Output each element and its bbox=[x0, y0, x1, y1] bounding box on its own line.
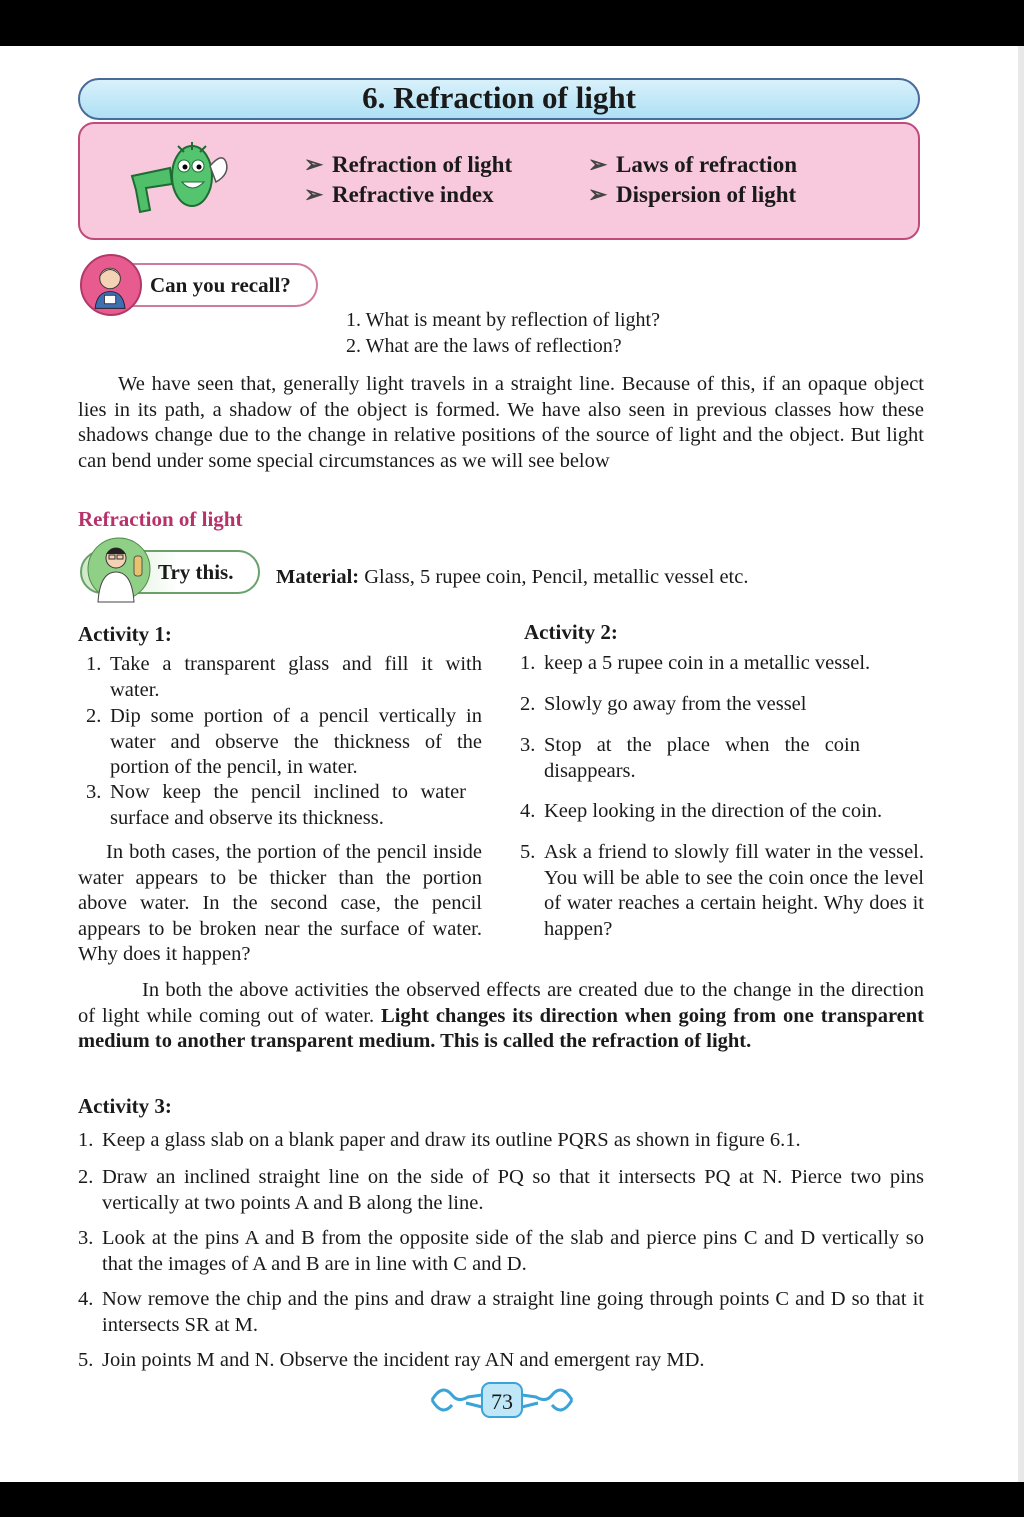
student-avatar-icon bbox=[80, 254, 142, 316]
try-this-label: Try this. bbox=[80, 550, 260, 594]
page-number: 73 bbox=[491, 1389, 513, 1414]
recall-question: 2. What are the laws of reflection? bbox=[346, 335, 622, 357]
topic-item: ➢ Laws of refraction bbox=[588, 152, 797, 177]
refraction-definition: In both the above activities the observed effects are created due to the change in the direction of light while coming out of water. Light changes its direction when going from one transparent medium to another transparent medium. This is called the refraction of light. bbox=[78, 979, 924, 1052]
light-ray-mascot-icon bbox=[126, 138, 236, 218]
list-item: 3. Now keep the pencil inclined to water surface and observe its thickness. bbox=[86, 781, 466, 829]
list-item: 1. Keep a glass slab on a blank paper and draw its outline PQRS as shown in figure 6.1. bbox=[78, 1129, 801, 1151]
list-item: 3. Stop at the place when the coin disappears. bbox=[520, 734, 860, 782]
material-line: Material: Glass, 5 rupee coin, Pencil, metallic vessel etc. bbox=[276, 566, 749, 588]
list-item: 5. Ask a friend to slowly fill water in the vessel. You will be able to see the coin once the level of water reaches a certain height. Why does it happen? bbox=[520, 841, 924, 940]
list-item: 2. Draw an inclined straight line on the side of PQ so that it intersects PQ at N. Pierce two pins vertically at two points A and B along the line. bbox=[78, 1166, 924, 1214]
chapter-title: 6. Refraction of light bbox=[78, 78, 920, 120]
page-edge bbox=[1018, 46, 1024, 1482]
scientist-avatar-icon bbox=[86, 536, 152, 606]
topic-item: ➢ Refractive index bbox=[304, 182, 494, 207]
list-item: 1. Take a transparent glass and fill it with water. bbox=[86, 653, 482, 701]
recall-badge bbox=[80, 254, 320, 316]
activity-2-heading: Activity 2: bbox=[524, 620, 618, 644]
list-item: 3. Look at the pins A and B from the opposite side of the slab and pierce pins C and D vertically so that the images of A and B are in line with C and D. bbox=[78, 1227, 924, 1275]
topic-item: ➢ Refraction of light bbox=[304, 152, 513, 177]
page-number-ornament bbox=[422, 1377, 582, 1423]
topic-item: ➢ Dispersion of light bbox=[588, 182, 797, 207]
list-item: 2. Slowly go away from the vessel bbox=[520, 693, 807, 715]
try-this-badge bbox=[80, 536, 262, 606]
recall-question: 1. What is meant by reflection of light? bbox=[346, 309, 660, 331]
activity-1-heading: Activity 1: bbox=[78, 622, 172, 646]
activity-3-heading: Activity 3: bbox=[78, 1094, 172, 1118]
intro-paragraph: We have seen that, generally light travels in a straight line. Because of this, if an opaque object lies in its path, a shadow of the object is formed. We have also seen in previous classes how these shadows change due to the change in relative positions of the source of light and the object. But light can bend under some special circumstances as we will see below bbox=[78, 373, 924, 472]
list-item: 1. keep a 5 rupee coin in a metallic vessel. bbox=[520, 652, 871, 674]
recall-label: Can you recall? bbox=[124, 263, 318, 307]
list-item: 4. Keep looking in the direction of the coin. bbox=[520, 800, 883, 822]
section-heading: Refraction of light bbox=[78, 507, 243, 531]
list-item: 2. Dip some portion of a pencil vertically in water and observe the thickness of the portion of the pencil, in water. bbox=[86, 705, 482, 778]
list-item: 5. Join points M and N. Observe the incident ray AN and emergent ray MD. bbox=[78, 1349, 705, 1371]
topics-box bbox=[78, 122, 920, 240]
list-item: 4. Now remove the chip and the pins and draw a straight line going through points C and D so that it intersects SR at M. bbox=[78, 1288, 924, 1336]
activity-1-conclusion: In both cases, the portion of the pencil inside water appears to be thicker than the portion above water. In the second case, the pencil appears to be broken near the surface of water. Why does it happen? bbox=[78, 841, 482, 965]
